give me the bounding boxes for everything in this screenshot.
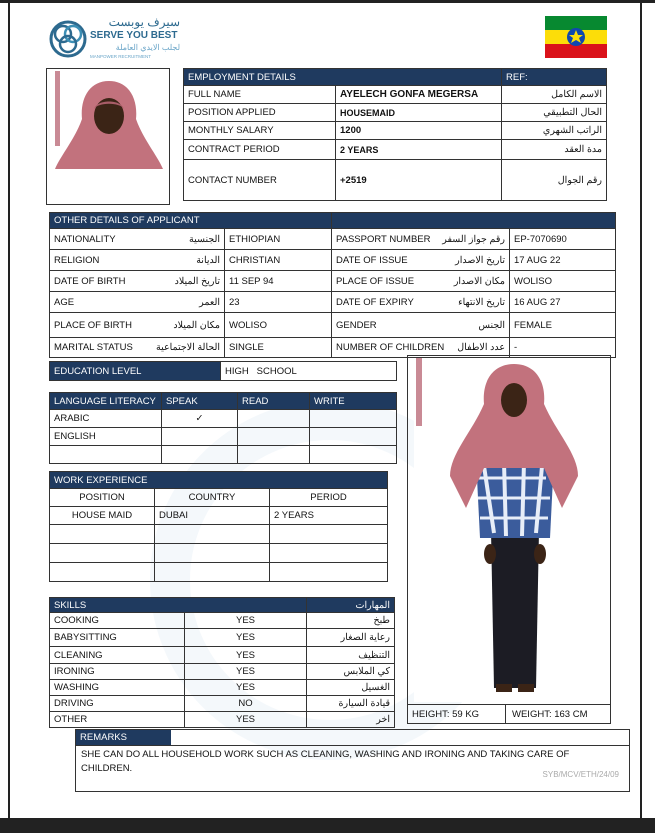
contact-number-label: CONTACT NUMBER: [184, 160, 336, 201]
language-read: [238, 446, 310, 464]
weight-value: WEIGHT: 163 CM: [512, 709, 588, 720]
religion-label: [50, 250, 225, 271]
work-period: 2 YEARS: [270, 507, 388, 525]
work-position: HOUSE MAID: [50, 507, 155, 525]
religion-value: CHRISTIAN: [225, 250, 332, 271]
employment-details-table: [183, 68, 607, 201]
fullbody-figure: [414, 358, 606, 702]
skill-name: WASHING: [50, 680, 185, 696]
religion-ar: الديانة: [196, 254, 220, 266]
passport-number-ar: رقم جواز السفر: [442, 233, 505, 245]
date-of-birth-ar: تاريخ الميلاد: [174, 275, 220, 287]
work-country: [155, 563, 270, 582]
skills-title-arabic: المهارات: [307, 598, 395, 613]
language-name: ARABIC: [50, 410, 162, 428]
work-position: [50, 544, 155, 563]
skill-arabic: التنظيف: [307, 647, 395, 664]
flag-icon: [545, 16, 607, 58]
passport-number-value: EP-7070690: [510, 229, 616, 250]
full-name-arabic: الاسم الكامل: [502, 86, 607, 104]
skill-arabic: رعاية الصغار: [307, 629, 395, 647]
skill-name: COOKING: [50, 613, 185, 629]
other-details-table: [49, 212, 616, 358]
logo-mark-icon: [48, 19, 88, 59]
height-value: HEIGHT: 59 KG: [408, 705, 506, 724]
company-logo: [48, 15, 178, 63]
work-period: [270, 544, 388, 563]
skills-table: [49, 597, 395, 728]
nationality-label: [50, 229, 225, 250]
ref-label: REF:: [502, 69, 607, 86]
skill-value: YES: [185, 680, 307, 696]
date-of-expiry-label: [332, 292, 510, 313]
position-applied-value: HOUSEMAID: [336, 104, 502, 122]
place-of-issue-en: PLACE OF ISSUE: [336, 275, 415, 287]
work-experience-table: [49, 471, 388, 582]
age-en: AGE: [54, 296, 75, 308]
full-name-label: FULL NAME: [184, 86, 336, 104]
remarks-divider: [76, 745, 629, 746]
checkmark-icon: ✓: [162, 410, 238, 428]
left-border: [8, 0, 10, 833]
contact-number-arabic: رقم الجوال: [502, 160, 607, 201]
write-header: WRITE: [310, 393, 397, 410]
right-border: [640, 0, 642, 833]
language-write: [310, 410, 397, 428]
date-of-birth-label: [50, 271, 225, 292]
work-country: [155, 525, 270, 544]
work-position: [50, 525, 155, 544]
language-speak: [162, 428, 238, 446]
work-experience-title: WORK EXPERIENCE: [50, 472, 388, 489]
monthly-salary-value: 1200: [336, 122, 502, 140]
ethiopia-flag: [545, 16, 607, 58]
work-period: [270, 525, 388, 544]
skill-arabic: الغسيل: [307, 680, 395, 696]
logo-english: SERVE YOU BEST: [90, 30, 178, 41]
gender-en: GENDER: [336, 319, 377, 331]
skills-title: SKILLS: [50, 598, 307, 613]
position-applied-label: POSITION APPLIED: [184, 104, 336, 122]
contact-number-value: +2519: [336, 160, 502, 201]
language-read: [238, 428, 310, 446]
skill-name: BABYSITTING: [50, 629, 185, 647]
other-details-title: OTHER DETAILS OF APPLICANT: [50, 213, 332, 229]
age-ar: العمر: [199, 296, 220, 308]
date-of-issue-ar: تاريخ الاصدار: [455, 254, 505, 266]
work-country: [155, 544, 270, 563]
date-of-expiry-value: 16 AUG 27: [510, 292, 616, 313]
contract-period-label: CONTRACT PERIOD: [184, 140, 336, 160]
monthly-salary-label: MONTHLY SALARY: [184, 122, 336, 140]
date-of-issue-label: [332, 250, 510, 271]
gender-ar: الجنس: [478, 319, 505, 331]
country-header: COUNTRY: [155, 489, 270, 507]
language-name: ENGLISH: [50, 428, 162, 446]
nationality-en: NATIONALITY: [54, 233, 116, 245]
age-label: [50, 292, 225, 313]
marital-status-value: SINGLE: [225, 338, 332, 358]
education-table: [49, 361, 397, 381]
skill-name: IRONING: [50, 664, 185, 680]
measurements-row: [408, 704, 610, 723]
remarks-title: REMARKS: [76, 730, 171, 745]
portrait-figure: [47, 69, 170, 205]
document-code: SYB/MCV/ETH/24/09: [542, 770, 619, 779]
monthly-salary-arabic: الراتب الشهري: [502, 122, 607, 140]
remarks-text: SHE CAN DO ALL HOUSEHOLD WORK SUCH AS CLEANING, WASHING AND IRONING AND TAKING CARE OF CHILDREN.: [81, 749, 570, 774]
applicant-fullbody-photo: [414, 358, 606, 702]
language-read: [238, 410, 310, 428]
logo-arabic-sub: لجلب الايدي العاملة: [115, 43, 180, 52]
date-of-issue-en: DATE OF ISSUE: [336, 254, 408, 266]
period-header: PERIOD: [270, 489, 388, 507]
bottom-border: [0, 818, 655, 833]
education-level-label: EDUCATION LEVEL: [50, 362, 221, 381]
logo-arabic: سيرف يوبست: [108, 15, 180, 29]
marital-status-en: MARITAL STATUS: [54, 342, 133, 353]
language-write: [310, 446, 397, 464]
employment-details-title: EMPLOYMENT DETAILS: [184, 69, 502, 86]
top-border: [0, 0, 655, 3]
remarks-box: [75, 729, 630, 792]
passport-number-label: [332, 229, 510, 250]
skill-value: YES: [185, 664, 307, 680]
place-of-issue-label: [332, 271, 510, 292]
nationality-ar: الجنسية: [189, 233, 220, 245]
religion-en: RELIGION: [54, 254, 100, 266]
skill-name: DRIVING: [50, 696, 185, 712]
skill-arabic: كي الملابس: [307, 664, 395, 680]
other-details-header-right: [332, 213, 616, 229]
logo-sub: MANPOWER RECRUITMENT: [90, 54, 151, 59]
speak-header: SPEAK: [162, 393, 238, 410]
date-of-issue-value: 17 AUG 22: [510, 250, 616, 271]
place-of-birth-en: PLACE OF BIRTH: [54, 319, 132, 331]
gender-value: FEMALE: [510, 313, 616, 338]
date-of-birth-en: DATE OF BIRTH: [54, 275, 126, 287]
work-period: [270, 563, 388, 582]
marital-status-label: [50, 338, 225, 358]
nationality-value: ETHIOPIAN: [225, 229, 332, 250]
contract-period-arabic: مدة العقد: [502, 140, 607, 160]
number-of-children-value: -: [510, 338, 616, 358]
place-of-birth-ar: مكان الميلاد: [173, 319, 220, 331]
education-level-value: HIGH SCHOOL: [221, 362, 397, 381]
full-name-value: AYELECH GONFA MEGERSA: [336, 86, 502, 104]
language-write: [310, 428, 397, 446]
skill-name: OTHER: [50, 712, 185, 728]
skill-value: YES: [185, 629, 307, 647]
language-speak: [162, 446, 238, 464]
language-table: [49, 392, 397, 464]
language-literacy-header: LANGUAGE LITERACY: [50, 393, 162, 410]
place-of-birth-label: [50, 313, 225, 338]
passport-number-en: PASSPORT NUMBER: [336, 233, 431, 245]
skill-arabic: قيادة السيارة: [307, 696, 395, 712]
number-of-children-ar: عدد الاطفال: [457, 342, 505, 353]
applicant-portrait: [46, 68, 170, 205]
skill-value: YES: [185, 613, 307, 629]
skill-value: YES: [185, 647, 307, 664]
work-position: [50, 563, 155, 582]
number-of-children-en: NUMBER OF CHILDREN: [336, 342, 445, 353]
skill-value: YES: [185, 712, 307, 728]
place-of-birth-value: WOLISO: [225, 313, 332, 338]
date-of-expiry-en: DATE OF EXPIRY: [336, 296, 414, 308]
age-value: 23: [225, 292, 332, 313]
gender-label: [332, 313, 510, 338]
date-of-expiry-ar: تاريخ الانتهاء: [458, 296, 505, 308]
skill-arabic: اخر: [307, 712, 395, 728]
place-of-issue-ar: مكان الاصدار: [453, 275, 505, 287]
read-header: READ: [238, 393, 310, 410]
contract-period-value: 2 YEARS: [336, 140, 502, 160]
place-of-issue-value: WOLISO: [510, 271, 616, 292]
skill-value: NO: [185, 696, 307, 712]
date-of-birth-value: 11 SEP 94: [225, 271, 332, 292]
language-name: [50, 446, 162, 464]
applicant-fullbody-frame: [407, 355, 611, 724]
position-header: POSITION: [50, 489, 155, 507]
work-country: DUBAI: [155, 507, 270, 525]
skill-name: CLEANING: [50, 647, 185, 664]
skill-arabic: طبخ: [307, 613, 395, 629]
marital-status-ar: الحالة الاجتماعية: [156, 342, 220, 353]
position-applied-arabic: الحال التطبيقي: [502, 104, 607, 122]
